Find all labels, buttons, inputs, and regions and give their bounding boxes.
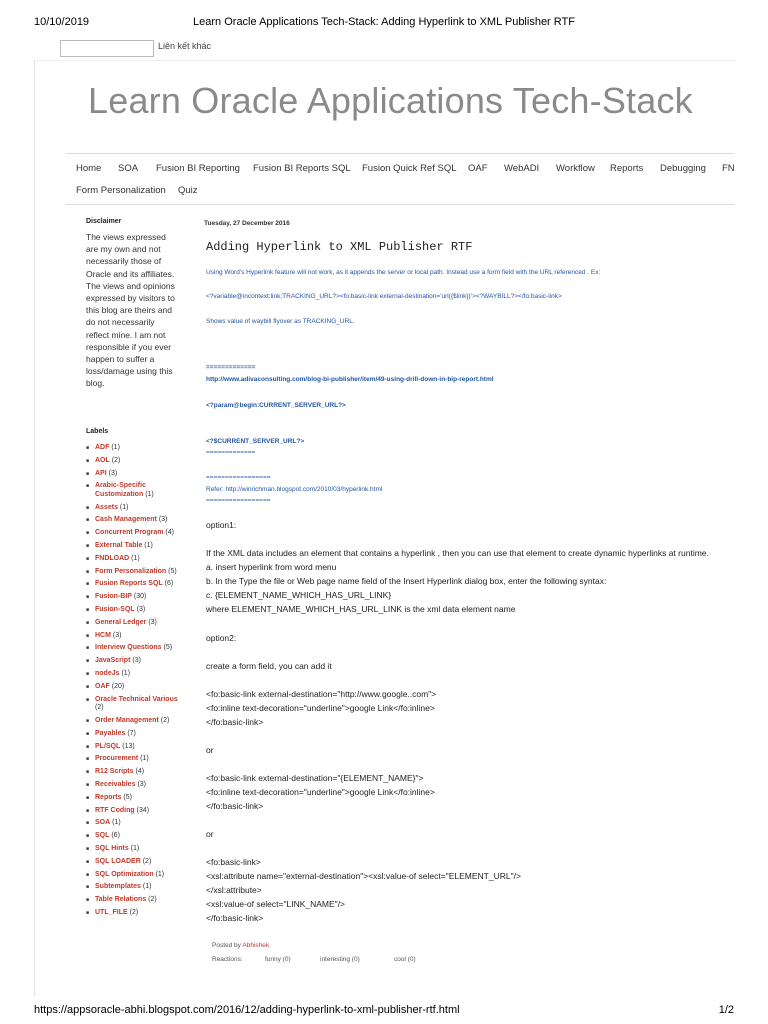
label-count: (30) — [133, 593, 147, 601]
label-item — [86, 644, 178, 653]
label-count: (4) — [165, 529, 174, 537]
label-link[interactable]: Table Relations — [95, 896, 147, 904]
label-link[interactable]: Fusion-SQL — [95, 606, 135, 614]
more-links-button[interactable]: Liên kết khác — [158, 41, 212, 51]
shows-text: Shows value of waybill flyover as TRACKING_URL. — [206, 318, 355, 325]
sidebar — [86, 218, 180, 390]
label-item — [86, 555, 178, 564]
label-item — [86, 516, 178, 525]
label-item — [86, 482, 178, 499]
label-link[interactable]: nodeJs — [95, 670, 120, 678]
label-count: (3) — [137, 780, 146, 788]
label-item — [86, 696, 178, 713]
label-item — [86, 504, 178, 513]
label-count: (5) — [168, 567, 177, 575]
separator: ================= — [206, 474, 271, 481]
label-item — [86, 632, 178, 641]
label-item — [86, 670, 178, 679]
label-link[interactable]: SOA — [95, 819, 111, 827]
code-line: </fo:basic-link> — [206, 717, 264, 727]
label-link[interactable]: HCM — [95, 631, 111, 639]
label-item — [86, 896, 178, 905]
label-link[interactable]: R12 Scripts — [95, 768, 134, 776]
tab-quiz[interactable]: Quiz — [178, 185, 198, 196]
tab-fn[interactable]: FN — [722, 163, 735, 174]
label-count: (4) — [135, 768, 145, 776]
code-line: </fo:basic-link> — [206, 913, 264, 923]
label-item — [86, 794, 178, 803]
label-item — [86, 529, 178, 538]
disclaimer-text: The views expressed are my own and not necessarily those of Oracle and its affiliates. The views and opinions expressed by visitors to this blog are theirs and do not necessarily reflect mine. I am not responsible if you ever happen to suffer a loss/damage using this blog. — [86, 232, 175, 389]
label-link[interactable]: Fusion-BIP — [95, 593, 132, 601]
separator: ============= — [206, 449, 256, 456]
label-count: (3) — [136, 606, 146, 614]
blog-title[interactable]: Learn Oracle Applications Tech-Stack — [88, 80, 693, 121]
label-link[interactable]: Form Personalization — [95, 567, 167, 575]
label-count: (20) — [111, 682, 125, 690]
tab-fusion-bi-reporting[interactable]: Fusion BI Reporting — [156, 163, 240, 174]
label-item — [86, 619, 178, 628]
label-item — [86, 807, 178, 816]
post-footer — [212, 942, 269, 949]
reaction-interesting[interactable]: interesting (0) — [320, 956, 360, 963]
label-item — [86, 845, 178, 854]
label-link[interactable]: Arabic-Specific Customization — [95, 482, 146, 498]
code-line: <fo:basic-link> — [206, 857, 261, 867]
label-link[interactable]: SQL LOADER — [95, 857, 141, 865]
label-link[interactable]: Reports — [95, 793, 122, 801]
label-item — [86, 768, 178, 777]
code-line: </fo:basic-link> — [206, 801, 264, 811]
label-count: (5) — [163, 644, 173, 652]
label-link[interactable]: ADF — [95, 444, 110, 451]
tab-reports[interactable]: Reports — [610, 163, 644, 174]
label-count: (3) — [148, 618, 157, 626]
refer-link[interactable]: Refer: http://winrichman.blogspot.com/2010/03/hyperlink.html — [206, 486, 383, 493]
option1-line: where ELEMENT_NAME_WHICH_HAS_URL_LINK is the xml data element name — [206, 604, 516, 614]
label-count: (2) — [142, 857, 152, 865]
label-link[interactable]: Assets — [95, 503, 118, 511]
print-date: 10/10/2019 — [34, 16, 90, 28]
tab-home[interactable]: Home — [76, 163, 102, 174]
label-count: (2) — [111, 456, 121, 464]
label-link[interactable]: Fusion Reports SQL — [95, 580, 163, 588]
label-link[interactable]: Interview Questions — [95, 644, 162, 652]
label-count: (13) — [122, 742, 135, 750]
post-title[interactable]: Adding Hyperlink to XML Publisher RTF — [206, 240, 473, 254]
label-link[interactable]: AOL — [95, 456, 110, 464]
tab-form-personalization[interactable]: Form Personalization — [76, 185, 166, 196]
code-line: <fo:basic-link external-destination="http://www.google..com"> — [206, 689, 437, 699]
label-count: (1) — [111, 444, 120, 451]
option1-line: c. {ELEMENT_NAME_WHICH_HAS_URL_LINK} — [206, 590, 392, 600]
label-link[interactable]: Procurement — [95, 755, 139, 763]
label-link[interactable]: Order Management — [95, 716, 159, 724]
option2-label: option2: — [206, 633, 237, 643]
label-item — [86, 683, 178, 692]
label-count: (6) — [111, 832, 120, 840]
label-link[interactable]: SQL Optimization — [95, 870, 154, 878]
option1-line: If the XML data includes an element that contains a hyperlink , then you can use that element to create dynamic hyperlinks at runtime. — [206, 548, 709, 558]
label-item — [86, 832, 178, 841]
label-count: (2) — [129, 908, 139, 916]
label-item — [86, 781, 178, 790]
labels-heading: Labels — [86, 428, 109, 435]
option1-line: a. insert hyperlink from word menu — [206, 562, 337, 572]
label-item — [86, 457, 178, 466]
label-link[interactable]: Payables — [95, 729, 126, 737]
option1-line: b. In the Type the file or Web page name field of the Insert Hyperlink dialog box, enter the following syntax: — [206, 576, 607, 586]
code-variable-link: <?variable@incontext:link;TRACKING_URL?><fo:basic-link external-destination='url({$link})'><?WAYBILL?></fo:basic-link> — [206, 293, 562, 300]
label-link[interactable]: Concurrent Program — [95, 529, 164, 537]
label-count: (2) — [148, 896, 157, 904]
label-count: (2) — [160, 716, 170, 724]
label-link[interactable]: API — [95, 469, 107, 477]
label-item — [86, 717, 178, 726]
label-count: (1) — [131, 554, 140, 562]
label-count: (1) — [112, 819, 121, 827]
label-item — [86, 755, 178, 764]
label-link[interactable]: General Ledger — [95, 618, 147, 626]
label-item — [86, 593, 178, 602]
code-line: <fo:inline text-decoration="underline">google Link</fo:inline> — [206, 787, 435, 797]
blogger-navbar — [60, 38, 740, 56]
label-item — [86, 909, 178, 918]
or-text: or — [206, 829, 214, 839]
option1-label: option1: — [206, 520, 237, 530]
label-link[interactable]: OAF — [95, 682, 110, 690]
tab-bar — [66, 153, 734, 205]
label-count: (1) — [155, 870, 165, 878]
label-item — [86, 580, 178, 589]
label-link[interactable]: External Table — [95, 542, 143, 550]
label-count: (1) — [140, 755, 149, 763]
label-item — [86, 542, 178, 551]
print-page-number: 1/2 — [718, 1004, 734, 1016]
search-input[interactable] — [60, 40, 154, 57]
label-count: (2) — [95, 704, 104, 712]
label-item — [86, 606, 178, 615]
tab-debugging[interactable]: Debugging — [660, 163, 706, 174]
label-link[interactable]: Cash Management — [95, 516, 157, 524]
tab-oaf[interactable]: OAF — [468, 163, 488, 174]
reaction-funny[interactable]: funny (0) — [265, 956, 291, 963]
label-link[interactable]: Oracle Technical Various — [95, 695, 178, 703]
label-item — [86, 470, 178, 479]
code-line: <xsl:attribute name="external-destination"><xsl:value-of select="ELEMENT_URL"/> — [206, 871, 521, 881]
param-code-2: <?$CURRENT_SERVER_URL?> — [206, 438, 305, 445]
label-item — [86, 819, 178, 828]
label-item — [86, 858, 178, 867]
label-count: (1) — [142, 883, 152, 891]
label-link[interactable]: Subtemplates — [95, 883, 141, 891]
label-item — [86, 871, 178, 880]
label-item — [86, 883, 178, 892]
label-link[interactable]: UTL_FILE — [95, 908, 128, 916]
label-count: (1) — [145, 490, 154, 498]
param-code: <?param@begin:CURRENT_SERVER_URL?> — [206, 402, 346, 409]
tab-webadi[interactable]: WebADI — [504, 163, 540, 174]
label-item — [86, 568, 178, 577]
label-count: (3) — [132, 657, 141, 665]
reaction-cool[interactable]: cool (0) — [394, 956, 416, 963]
tab-workflow[interactable]: Workflow — [556, 163, 595, 174]
option2-line: create a form field, you can add it — [206, 661, 332, 671]
code-line: <xsl:value-of select="LINK_NAME"/> — [206, 899, 346, 909]
label-link[interactable]: PL/SQL — [95, 742, 121, 750]
label-item — [86, 444, 178, 453]
label-count: (1) — [144, 542, 153, 550]
tab-fusion-bi-reports-sql[interactable]: Fusion BI Reports SQL — [253, 163, 351, 174]
code-line: </xsl:attribute> — [206, 885, 262, 895]
label-link[interactable]: FNDLOAD — [95, 554, 130, 562]
adiva-link[interactable]: http://www.adivaconsulting.com/blog-bi-publisher/item/49-using-drill-down-in-bip-report.html — [206, 376, 494, 383]
label-count: (3) — [158, 516, 168, 524]
label-link[interactable]: SQL — [95, 832, 110, 840]
label-count: (1) — [121, 670, 131, 678]
label-link[interactable]: RTF Coding — [95, 806, 135, 814]
label-count: (1) — [119, 503, 129, 511]
disclaimer-heading: Disclaimer — [86, 218, 122, 225]
tab-fusion-quick-ref-sql[interactable]: Fusion Quick Ref SQL — [362, 163, 457, 174]
code-line: <fo:basic-link external-destination="{ELEMENT_NAME}"> — [206, 773, 424, 783]
label-count: (6) — [164, 580, 174, 588]
or-text: or — [206, 745, 214, 755]
post-date: Tuesday, 27 December 2016 — [204, 220, 290, 227]
print-url: https://appsoracle-abhi.blogspot.com/2016/12/adding-hyperlink-to-xml-publisher-rtf.html — [34, 1004, 460, 1016]
print-title: Learn Oracle Applications Tech-Stack: Adding Hyperlink to XML Publisher RTF — [193, 16, 575, 28]
label-count: (1) — [130, 844, 140, 852]
separator: ============= — [206, 364, 256, 371]
label-count: (3) — [112, 631, 122, 639]
label-item — [86, 743, 178, 752]
label-count: (7) — [127, 729, 136, 737]
label-link[interactable]: Receivables — [95, 780, 136, 788]
posted-by-label: Posted by — [212, 942, 241, 949]
label-count: (34) — [136, 806, 150, 814]
label-count: (5) — [123, 793, 132, 801]
tab-soa[interactable]: SOA — [118, 163, 139, 174]
label-item — [86, 657, 178, 666]
author-link[interactable]: Abhishek — [242, 942, 270, 949]
code-line: <fo:inline text-decoration="underline">google Link</fo:inline> — [206, 703, 435, 713]
labels-list — [86, 444, 178, 922]
reactions-label: Reactions: — [212, 956, 243, 963]
separator: ================= — [206, 497, 271, 504]
label-item — [86, 730, 178, 739]
post-intro: Using Word's Hyperlink feature will not work, as it appends the server or local path. Instead use a form field with the URL referenced . Ex: — [206, 269, 601, 276]
label-link[interactable]: SQL Hints — [95, 844, 129, 852]
label-count: (3) — [108, 469, 118, 477]
label-link[interactable]: JavaScript — [95, 657, 131, 665]
